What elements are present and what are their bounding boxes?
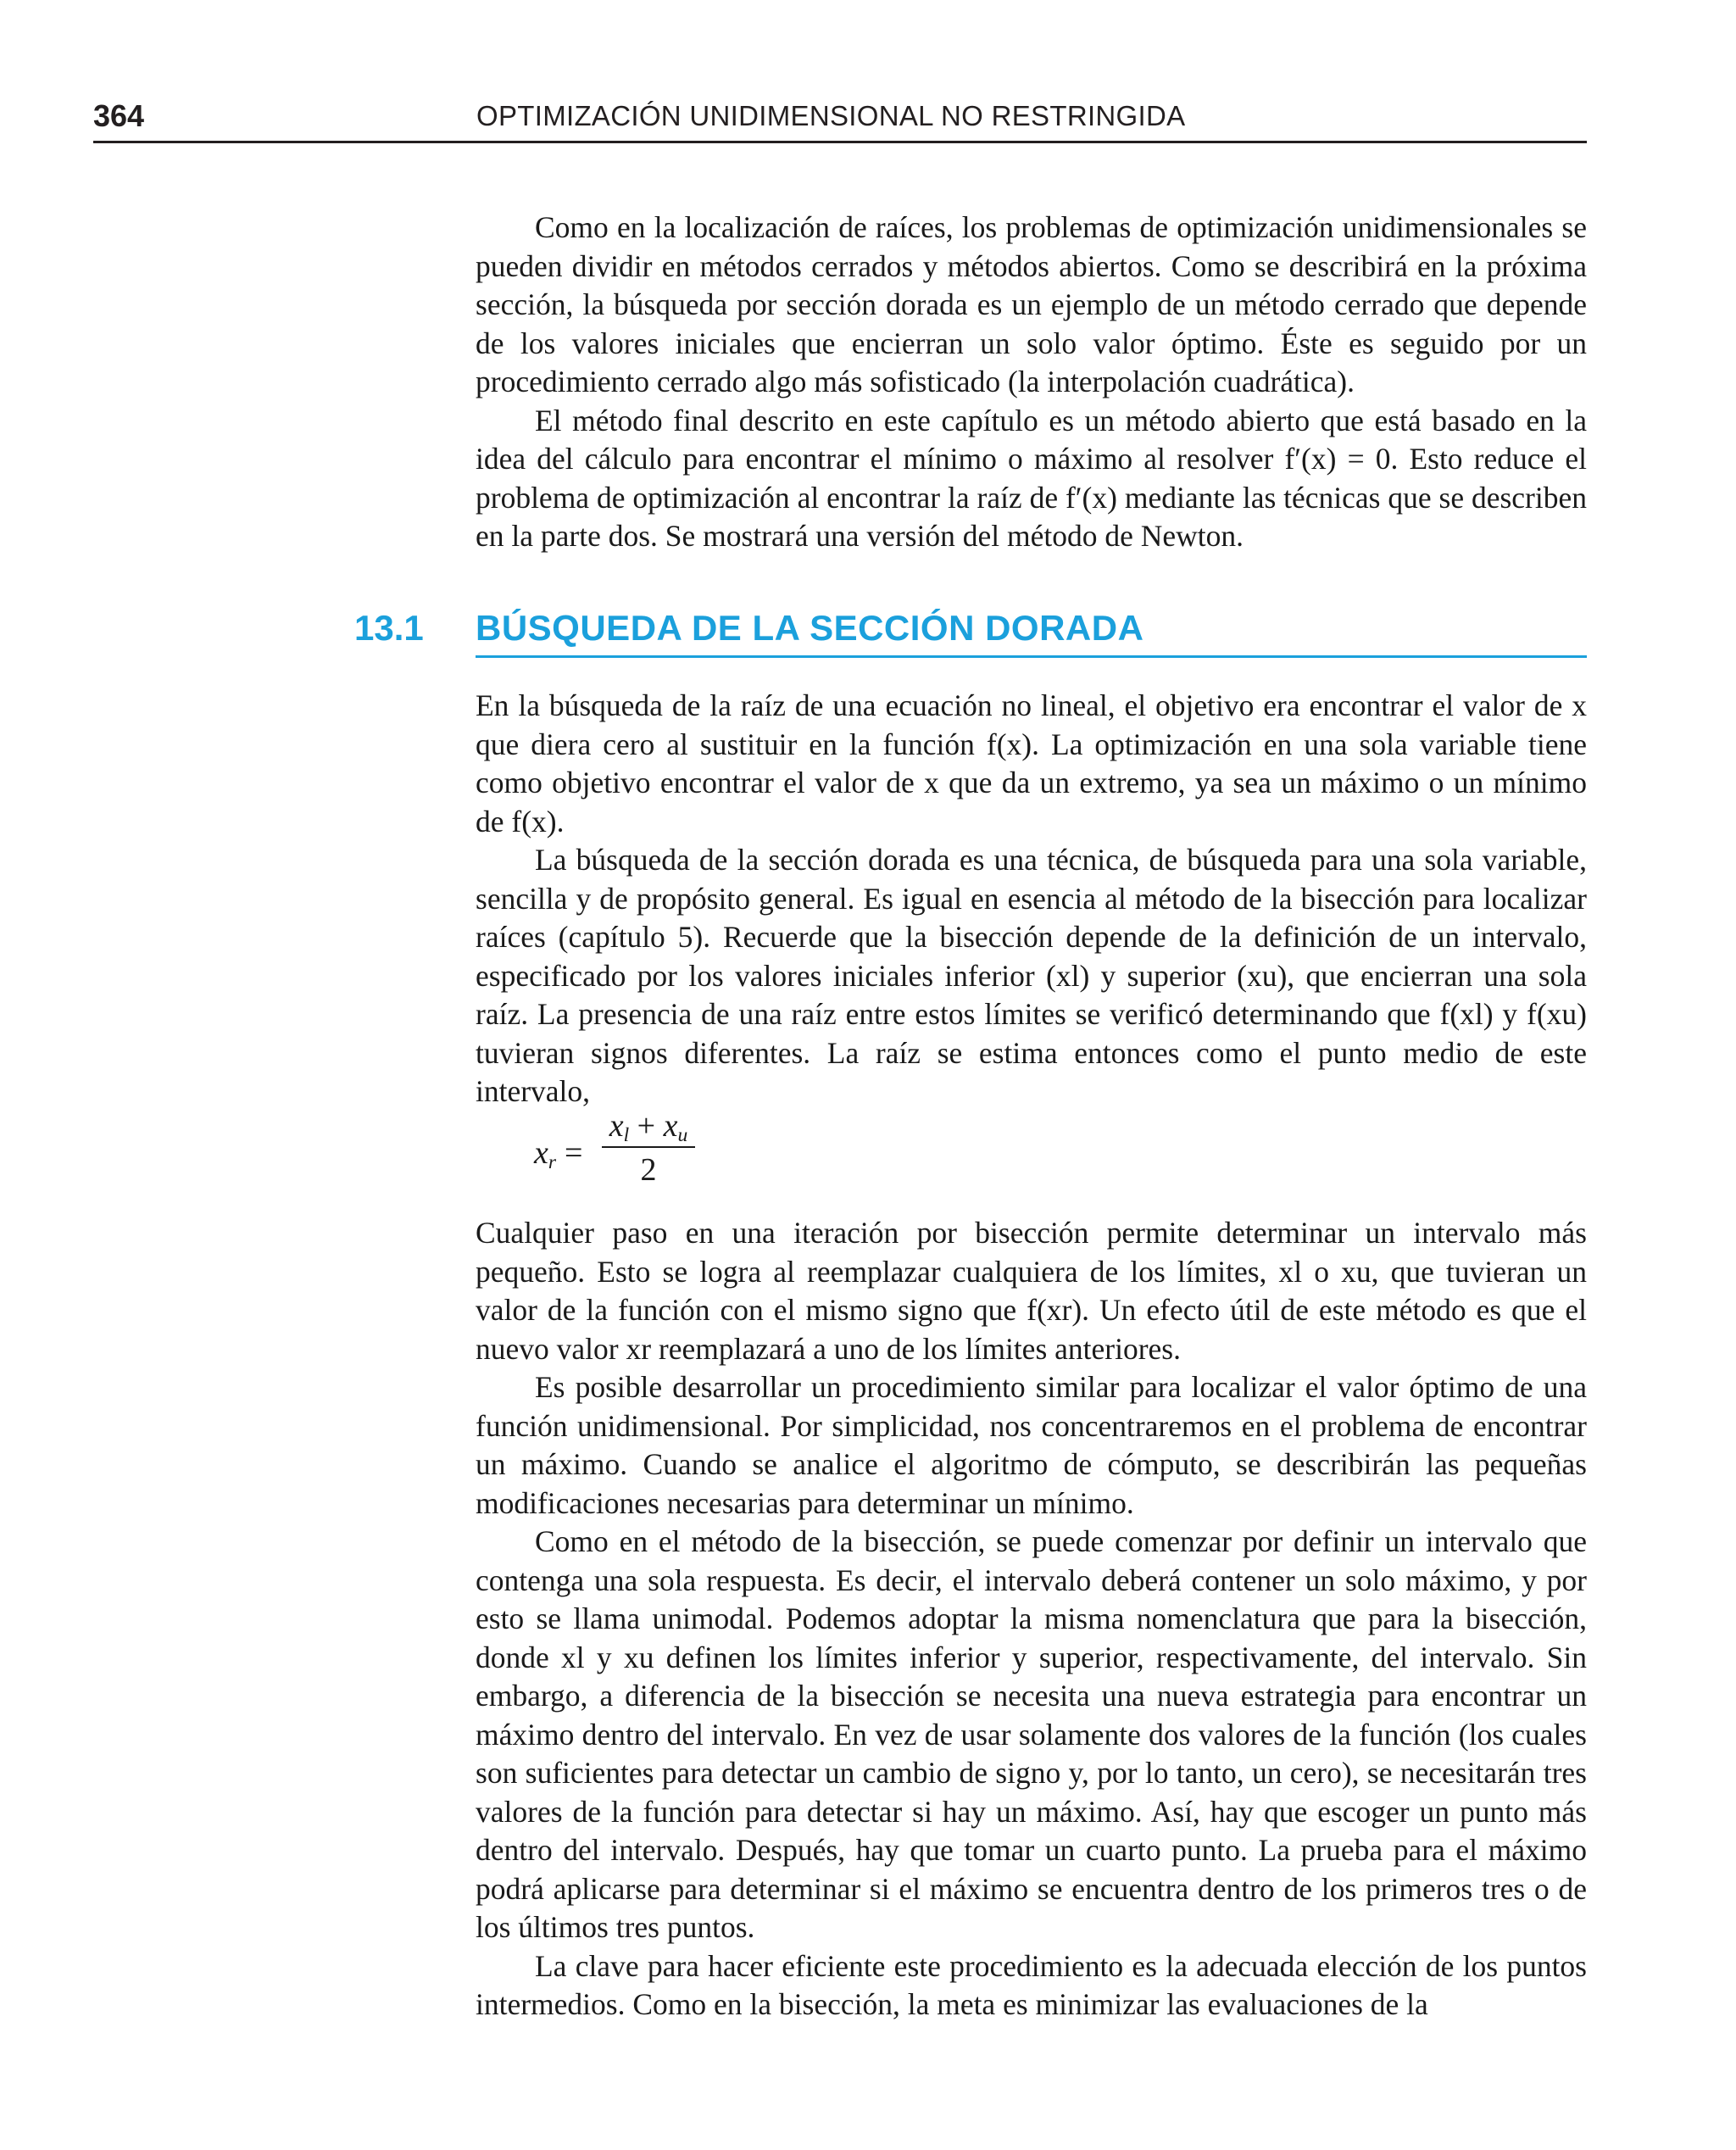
intro-paragraph-1: Como en la localización de raíces, los problemas de optimización unidimensionales se pueden dividir en métodos cerrados y métodos abiertos. Como se describirá en la próxima sección, la búsqueda por sección dorada es un ejemplo de un método cerrado que depende de los valores iniciales que encierran un solo valor óptimo. Éste es seguido por un procedimiento cerrado algo más sofisticado (la interpolación cuadrática). [476, 210, 1587, 398]
equation-lhs-var: x [534, 1135, 548, 1171]
section-heading [476, 608, 1587, 658]
body-paragraph-4: Es posible desarrollar un procedimiento similar para localizar el valor óptimo de una función unidimensional. Por simplicidad, nos concentraremos en el problema de encontrar un máximo. Cuando se analice el algoritmo de cómputo, se describirán las pequeñas modificaciones necesarias para determinar un mínimo. [476, 1370, 1587, 1520]
numerator-plus: + [629, 1108, 664, 1144]
numerator-term-a: x [609, 1108, 624, 1144]
equation-lhs-sub: r [548, 1150, 557, 1173]
body-paragraph-5: Como en el método de la bisección, se puede comenzar por definir un intervalo que contenga una sola respuesta. Es decir, el intervalo deberá contener un solo máximo, y por esto se llama unimodal. Podemos adoptar la misma nomenclatura que para la bisección, donde xl y xu definen los límites inferior y superior, respectivamente, del intervalo. Sin embargo, a diferencia de la bisección se necesita una nueva estrategia para encontrar un máximo dentro del intervalo. En vez de usar solamente dos valores de la función (los cuales son suficientes para detectar un cambio de signo y, por lo tanto, un cero), se necesitarán tres valores de la función para detectar si hay un máximo. Así, hay que escoger un punto más dentro del intervalo. Después, hay que tomar un cuarto punto. La prueba para el máximo podrá aplicarse para determinar si el máximo se encuentra dentro de los primeros tres o de los últimos tres puntos. [476, 1524, 1587, 1944]
intro-paragraph-2: El método final descrito en este capítulo es un método abierto que está basado en la idea del cálculo para encontrar el mínimo o máximo al resolver f′(x) = 0. Esto reduce el problema de optimización al encontrar la raíz de f′(x) mediante las técnicas que se describen en la parte dos. Se mostrará una versión del método de Newton. [476, 403, 1587, 553]
numerator-term-a-sub: l [623, 1123, 630, 1146]
body-text-bottom [476, 1214, 1587, 2025]
body-paragraph-1: En la búsqueda de la raíz de una ecuación no lineal, el objetivo era encontrar el valor de x que diera cero al sustituir en la función f(x). La optimización en una sola variable tiene como objetivo encontrar el valor de x que da un extremo, ya sea un máximo o un mínimo de f(x). [476, 688, 1587, 838]
body-text-top [476, 687, 1587, 1111]
body-paragraph-3: Cualquier paso en una iteración por bisección permite determinar un intervalo más pequeño. Esto se logra al reemplazar cualquiera de los límites, xl o xu, que tuvieran un valor de la función con el mismo signo que f(xr). Un efecto útil de este método es que el nuevo valor xr reemplazará a uno de los límites anteriores. [476, 1216, 1587, 1366]
section-title: BÚSQUEDA DE LA SECCIÓN DORADA [476, 608, 1144, 648]
page-header [93, 93, 1587, 143]
numerator-term-b-sub: u [677, 1123, 688, 1146]
numerator-term-b: x [663, 1108, 678, 1144]
body-paragraph-2: La búsqueda de la sección dorada es una técnica, de búsqueda para una sola variable, sencilla y de propósito general. Es igual en esencia al método de la bisección para localizar raíces (capítulo 5). Recuerde que la bisección depende de la definición de un intervalo, especificado por los valores iniciales inferior (xl) y superior (xu), que encierran una sola raíz. La presencia de una raíz entre estos límites se verificó determinando que f(xl) y f(xu) tuvieran signos diferentes. La raíz se estima entonces como el punto medio de este intervalo, [476, 843, 1587, 1108]
equation-equals: = [565, 1135, 583, 1171]
section-number: 13.1 [354, 608, 424, 648]
equation-fraction [602, 1107, 695, 1189]
equation-lhs [534, 1134, 582, 1174]
running-title: OPTIMIZACIÓN UNIDIMENSIONAL NO RESTRINGIDA [476, 100, 1186, 131]
intro-text [476, 209, 1587, 556]
body-paragraph-6: La clave para hacer eficiente este procedimiento es la adecuada elección de los puntos intermedios. Como en la bisección, la meta es minimizar las evaluaciones de la [476, 1948, 1587, 2021]
equation-denominator: 2 [640, 1152, 657, 1188]
page-number: 364 [93, 98, 145, 133]
equation-numerator [602, 1107, 695, 1148]
